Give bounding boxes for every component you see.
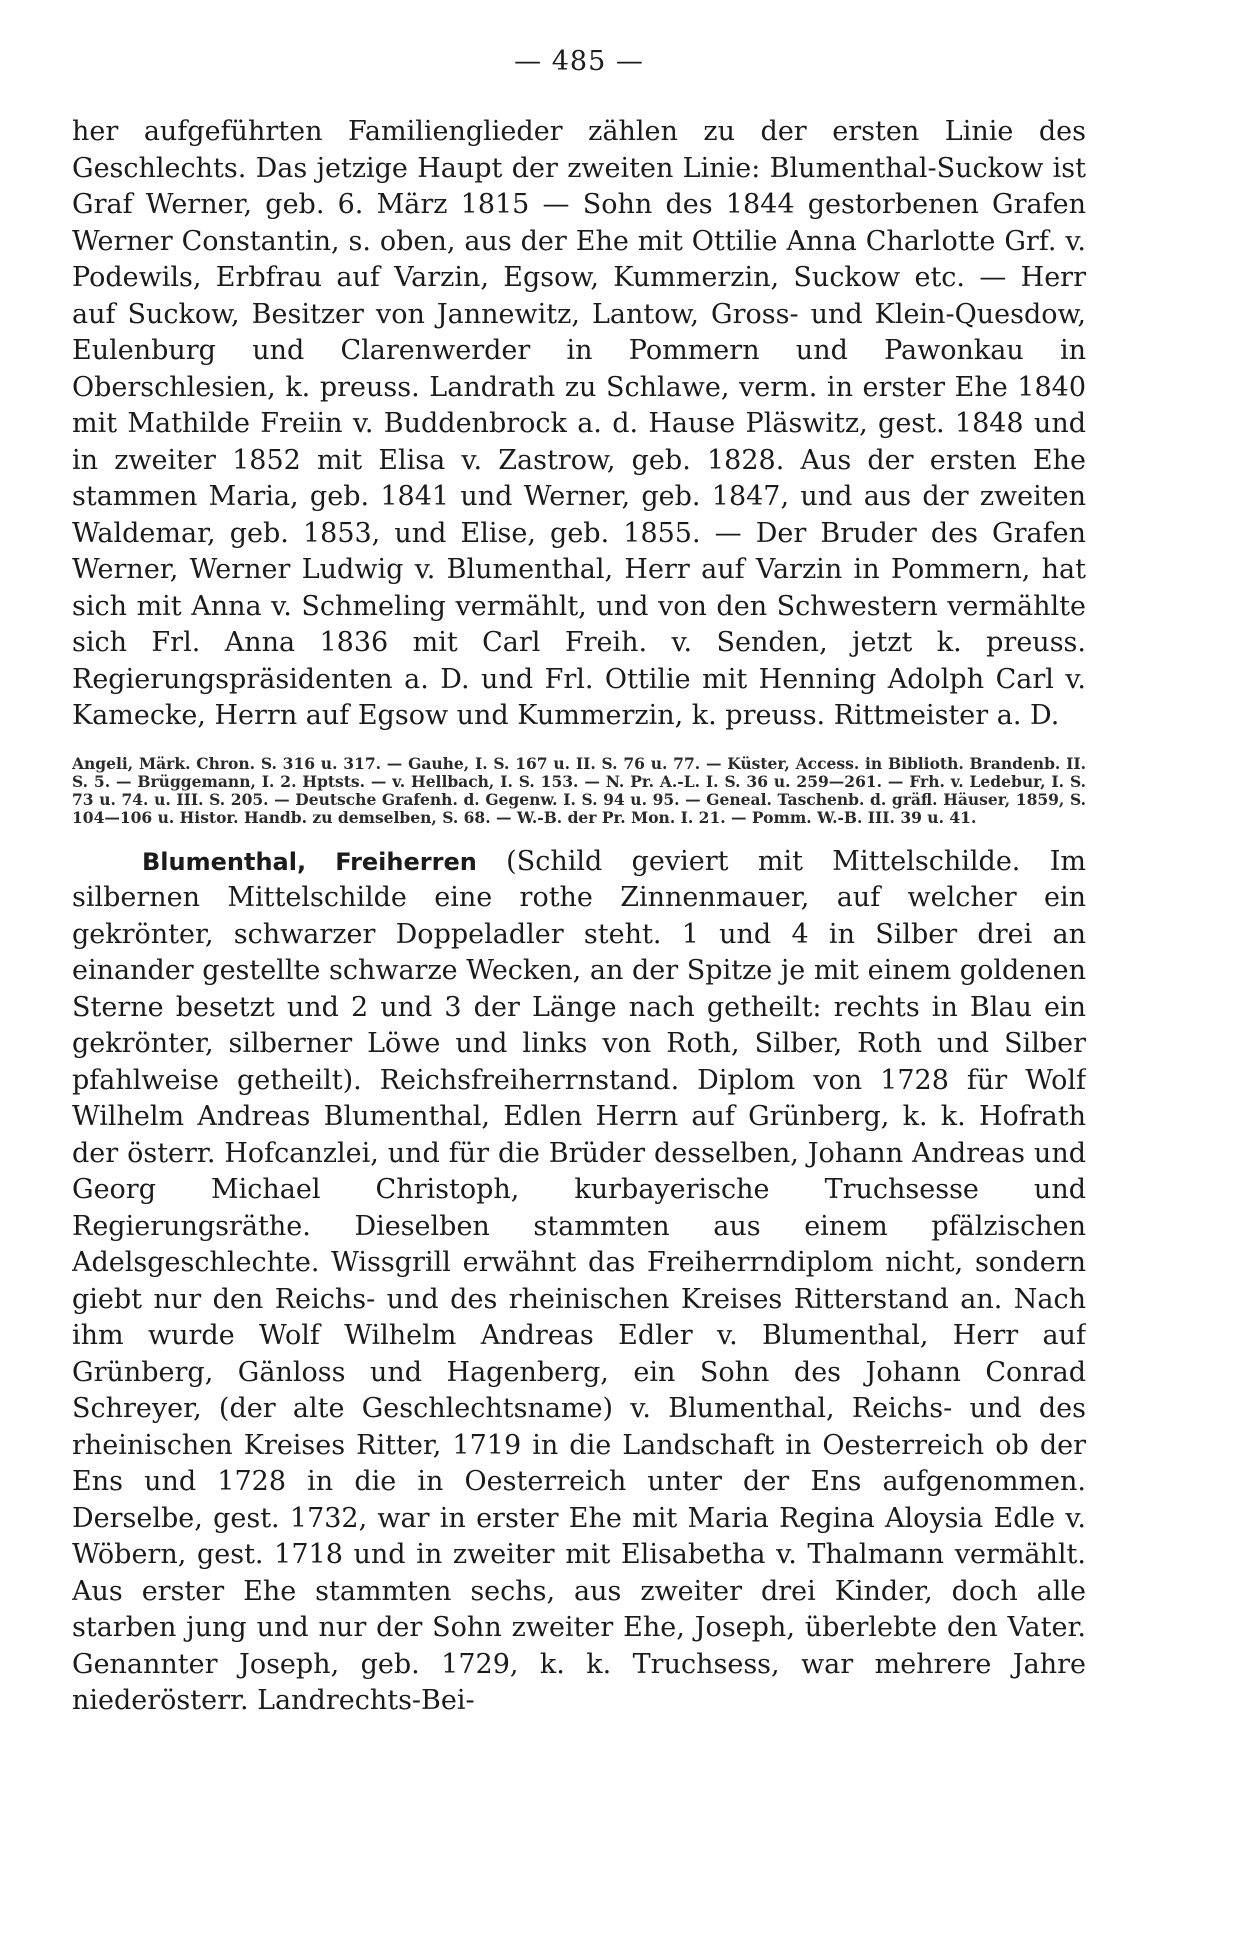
book-page	[72, 40, 1086, 1920]
page-number: — 485 —	[514, 46, 644, 77]
entry-paragraph	[72, 844, 1086, 1720]
references-block: Angeli, Märk. Chron. S. 316 u. 317. — Gauhe, I. S. 167 u. II. S. 76 u. 77. — Küster, Access. in Biblioth. Brandenb. II. S. 5. — Brüggemann, I. 2. Hptsts. — v. Hellbach, I. S. 153. — N. Pr. A.-L. I. S. 36 u. 259—261. — Frh. v. Ledebur, I. S. 73 u. 74. u. III. S. 205. — Deutsche Grafenh. d. Gegenw. I. S. 94 u. 95. — Geneal. Taschenb. d. gräfl. Häuser, 1859, S. 104—106 u. Histor. Handb. zu demselben, S. 68. — W.-B. der Pr. Mon. I. 21. — Pomm. W.-B. III. 39 u. 41.	[72, 753, 1086, 828]
entry-heading: Blumenthal, Freiherren	[142, 847, 477, 876]
entry-text: (Schild geviert mit Mittelschilde. Im silbernen Mittelschilde eine rothe Zinnenmauer, auf welcher ein gekrönter, schwarzer Doppeladler steht. 1 und 4 in Silber drei an einander gestellte schwarze Wecken, an der Spitze je mit einem goldenen Sterne besetzt und 2 und 3 der Länge nach getheilt: rechts in Blau ein gekrönter, silberner Löwe und links von Roth, Silber, Roth und Silber pfahlweise getheilt). Reichsfreiherrnstand. Diplom von 1728 für Wolf Wilhelm Andreas Blumenthal, Edlen Herrn auf Grünberg, k. k. Hofrath der österr. Hofcanzlei, und für die Brüder desselben, Johann Andreas und Georg Michael Christoph, kurbayerische Truchsesse und Regierungsräthe. Dieselben stammten aus einem pfälzischen Adelsgeschlechte. Wissgrill erwähnt das Freiherrndiplom nicht, sondern giebt nur den Reichs- und des rheinischen Kreises Ritterstand an. Nach ihm wurde Wolf Wilhelm Andreas Edler v. Blumenthal, Herr auf Grünberg, Gänloss und Hagenberg, ein Sohn des Johann Conrad Schreyer, (der alte Geschlechtsname) v. Blumenthal, Reichs- und des rheinischen Kreises Ritter, 1719 in die Landschaft in Oesterreich ob der Ens und 1728 in die in Oesterreich unter der Ens aufgenommen. Derselbe, gest. 1732, war in erster Ehe mit Maria Regina Aloysia Edle v. Wöbern, gest. 1718 und in zweiter mit Elisabetha v. Thalmann vermählt. Aus erster Ehe stammten sechs, aus zweiter drei Kinder, doch alle starben jung und nur der Sohn zweiter Ehe, Joseph, überlebte den Vater. Genannter Joseph, geb. 1729, k. k. Truchsess, war mehrere Jahre niederösterr. Landrechts-Bei-	[72, 845, 1086, 1717]
continuation-paragraph: her aufgeführten Familienglieder zählen zu der ersten Linie des Geschlechts. Das jetzige Haupt der zweiten Linie: Blumenthal-Suckow ist Graf Werner, geb. 6. März 1815 — Sohn des 1844 gestorbenen Grafen Werner Constantin, s. oben, aus der Ehe mit Ottilie Anna Charlotte Grf. v. Podewils, Erbfrau auf Varzin, Egsow, Kummerzin, Suckow etc. — Herr auf Suckow, Besitzer von Jannewitz, Lantow, Gross- und Klein-Quesdow, Eulenburg und Clarenwerder in Pommern und Pawonkau in Oberschlesien, k. preuss. Landrath zu Schlawe, verm. in erster Ehe 1840 mit Mathilde Freiin v. Buddenbrock a. d. Hause Pläswitz, gest. 1848 und in zweiter 1852 mit Elisa v. Zastrow, geb. 1828. Aus der ersten Ehe stammen Maria, geb. 1841 und Werner, geb. 1847, und aus der zweiten Waldemar, geb. 1853, und Elise, geb. 1855. — Der Bruder des Grafen Werner, Werner Ludwig v. Blumenthal, Herr auf Varzin in Pommern, hat sich mit Anna v. Schmeling vermählt, und von den Schwestern vermählte sich Frl. Anna 1836 mit Carl Freih. v. Senden, jetzt k. preuss. Regierungspräsidenten a. D. und Frl. Ottilie mit Henning Adolph Carl v. Kamecke, Herrn auf Egsow und Kummerzin, k. preuss. Rittmeister a. D.	[72, 116, 1086, 731]
